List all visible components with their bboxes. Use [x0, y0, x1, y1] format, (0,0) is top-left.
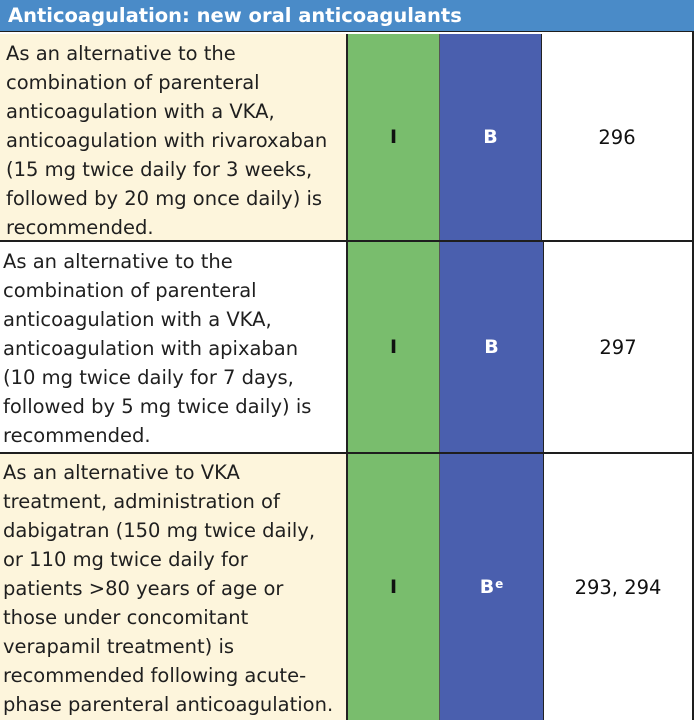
text-line: phase parenteral anticoagulation.	[3, 693, 334, 716]
text-line: verapamil treatment) is	[3, 635, 235, 658]
table-header: Anticoagulation: new oral anticoagulants	[0, 0, 694, 32]
text-line: recommended following acute-	[3, 664, 307, 687]
ref-label: 296	[598, 125, 636, 149]
text-line: (15 mg twice daily for 3 weeks,	[6, 158, 313, 181]
table-row	[0, 34, 694, 240]
text-line: patients >80 years of age or	[3, 577, 284, 600]
recommendation-text	[0, 34, 348, 240]
level-label: B	[479, 576, 495, 598]
text-line: combination of parenteral	[6, 71, 260, 94]
class-label: I	[389, 576, 398, 598]
text-line: those under concomitant	[3, 606, 249, 629]
footnote-marker: e	[495, 577, 504, 591]
text-line: anticoagulation with a VKA,	[3, 308, 272, 331]
text-line: anticoagulation with apixaban	[3, 337, 299, 360]
text-line: treatment, administration of	[3, 490, 280, 513]
class-label: I	[389, 336, 398, 358]
recommendation-text	[0, 242, 348, 452]
level-cell	[440, 454, 544, 720]
text-line: anticoagulation with rivaroxaban	[6, 129, 328, 152]
recommendation-text	[0, 454, 348, 720]
ref-cell	[544, 454, 692, 720]
ref-label: 293, 294	[574, 575, 662, 599]
text-line: As an alternative to the	[6, 42, 236, 65]
ref-cell	[544, 242, 692, 452]
class-label: I	[389, 126, 398, 148]
text-line: (10 mg twice daily for 7 days,	[3, 366, 294, 389]
ref-label: 297	[599, 335, 637, 359]
level-label: B	[484, 336, 499, 358]
level-cell	[440, 242, 544, 452]
class-cell	[348, 34, 440, 240]
text-line: recommended.	[3, 424, 151, 447]
text-line: recommended.	[6, 216, 154, 239]
text-line: combination of parenteral	[3, 279, 257, 302]
class-cell	[348, 242, 440, 452]
ref-cell	[542, 34, 692, 240]
text-line: As an alternative to the	[3, 250, 233, 273]
level-cell	[440, 34, 542, 240]
level-label: B	[483, 126, 498, 148]
table-row	[0, 242, 694, 452]
table-row	[0, 454, 694, 720]
class-cell	[348, 454, 440, 720]
text-line: anticoagulation with a VKA,	[6, 100, 275, 123]
text-line: followed by 5 mg twice daily) is	[3, 395, 312, 418]
text-line: followed by 20 mg once daily) is	[6, 187, 323, 210]
text-line: As an alternative to VKA	[3, 461, 240, 484]
text-line: dabigatran (150 mg twice daily,	[3, 519, 316, 542]
text-line: or 110 mg twice daily for	[3, 548, 248, 571]
